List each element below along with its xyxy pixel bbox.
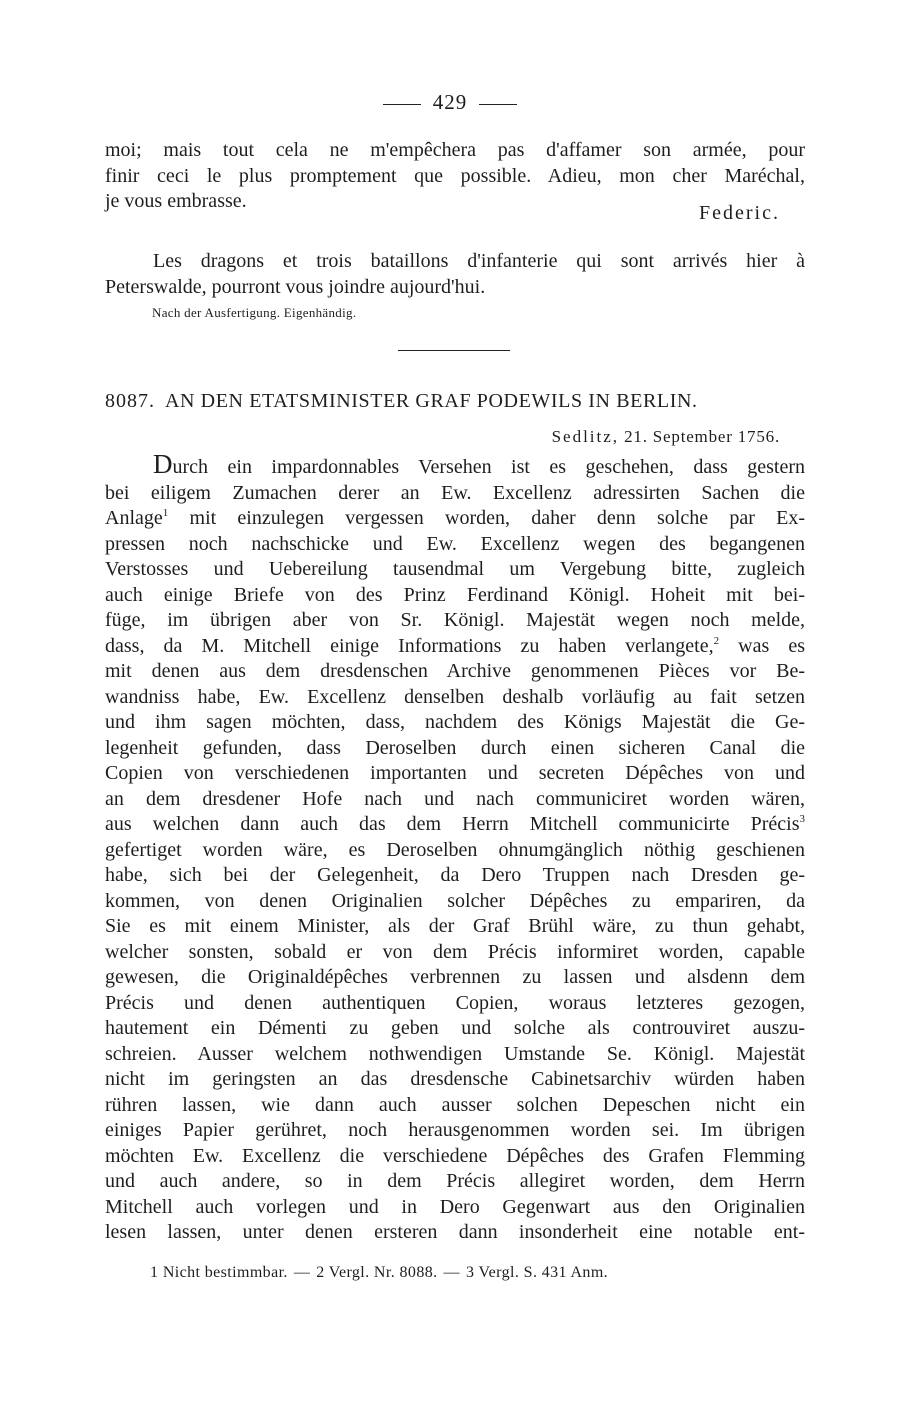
- body-line: und ihm sagen möchten, dass, nachdem des Königs Majestät die Ge-: [105, 711, 805, 733]
- footnote-text: Nicht bestimmbar.: [162, 1264, 288, 1281]
- body-line: aus welchen dann auch das dem Herrn Mitchell communicirte Précis$^3$: [105, 813, 805, 835]
- body-line: füge, im übrigen aber von Sr. Königl. Majestät wegen noch melde,: [105, 609, 805, 631]
- body-line: Durch ein impardonnables Versehen ist es geschehen, dass gestern: [153, 449, 805, 479]
- document-body: [105, 449, 805, 1246]
- body-line: wandniss habe, Ew. Excellenz denselben deshalb vorläufig au fait setzen: [105, 685, 805, 708]
- body-line: rühren lassen, wie dann auch ausser solchen Depeschen nicht ein: [105, 1093, 805, 1116]
- body-line: mit denen aus dem dresdenschen Archive genommenen Pièces vor Be-: [105, 660, 805, 682]
- dateline-date: 21. September 1756.: [624, 427, 780, 446]
- body-line: welcher sonsten, sobald er von dem Précis informiret worden, capable: [105, 940, 805, 963]
- section-separator: [398, 350, 510, 351]
- letter-line: finir ceci le plus promptement que possible. Adieu, mon cher Maréchal,: [105, 164, 805, 187]
- body-line: möchten Ew. Excellenz die verschiedene Dépêches des Grafen Flemming: [105, 1144, 805, 1167]
- document-heading: [105, 390, 805, 413]
- letter-line: moi; mais tout cela ne m'empêchera pas d'affamer son armée, pour: [105, 139, 805, 161]
- dateline-place: Sedlitz,: [551, 427, 620, 446]
- body-line: dass, da M. Mitchell einige Informations zu haben verlangete,$^2$ was es: [105, 634, 805, 657]
- dateline: [552, 427, 780, 447]
- footnote-text: Vergl. Nr. 8088.: [328, 1264, 438, 1281]
- source-note: Nach der Ausfertigung. Eigenhändig.: [152, 305, 357, 320]
- footnote-marker: 1: [162, 507, 169, 519]
- letter-line: je vous embrasse.: [105, 190, 247, 212]
- footnote-marker: 3: [799, 813, 805, 825]
- body-line: Verstosses und Uebereilung tausendmal um Vergebung bitte, zugleich: [105, 558, 805, 580]
- footnote: [466, 1264, 608, 1281]
- body-line: pressen noch nachschicke und Ew. Excellenz wegen des begangenen: [105, 532, 805, 555]
- footnote-separator: —: [443, 1264, 460, 1281]
- body-line: bei eiligem Zumachen derer an Ew. Excellenz adressirten Sachen die: [105, 481, 805, 504]
- footnote-mark: 2: [316, 1264, 325, 1281]
- body-line: gewesen, die Originaldépêches verbrennen zu lassen und alsdenn dem: [105, 966, 805, 988]
- body-line: Précis und denen authentiquen Copien, woraus letzteres gezogen,: [105, 991, 805, 1014]
- dropcap: D: [153, 449, 173, 479]
- body-line: einiges Papier gerühret, noch herausgenommen worden sei. Im übrigen: [105, 1119, 805, 1141]
- footnote: [150, 1264, 288, 1281]
- postscript-paragraph: [105, 249, 805, 300]
- document-number: 8087.: [105, 390, 155, 412]
- body-line: Anlage$^1$ mit einzulegen vergessen worden, daher denn solche par Ex-: [105, 507, 805, 529]
- footnote: [316, 1264, 437, 1281]
- body-line: gefertiget worden wäre, es Deroselben ohnumgänglich nöthig geschienen: [105, 838, 805, 861]
- body-line: habe, sich bei der Gelegenheit, da Dero Truppen nach Dresden ge-: [105, 864, 805, 886]
- document-title: AN DEN ETATSMINISTER GRAF PODEWILS IN BERLIN.: [165, 390, 698, 412]
- page-number: [0, 90, 900, 115]
- body-line: kommen, von denen Originalien solcher Dépêches zu empariren, da: [105, 889, 805, 912]
- body-line: Mitchell auch vorlegen und in Dero Gegenwart aus den Originalien: [105, 1195, 805, 1218]
- body-line: schreien. Ausser welchem nothwendigen Umstande Se. Königl. Majestät: [105, 1042, 805, 1065]
- body-line: und auch andere, so in dem Précis allegiret worden, dem Herrn: [105, 1170, 805, 1192]
- page-number-dash-right: [479, 104, 517, 105]
- page-number-text: 429: [432, 90, 468, 114]
- footnote-separator: —: [293, 1264, 311, 1281]
- footnote-mark: 1: [150, 1264, 159, 1281]
- body-line: legenheit gefunden, dass Deroselben durch einen sicheren Canal die: [105, 736, 805, 759]
- footnote-marker: 2: [713, 634, 720, 647]
- body-line: nicht im geringsten an das dresdensche Cabinetsarchiv würden haben: [105, 1068, 805, 1090]
- page-number-dash-left: [383, 104, 421, 105]
- body-line: hautement ein Démenti zu geben und solche als controuviret auszu-: [105, 1017, 805, 1039]
- signature: Federic.: [699, 202, 780, 224]
- postscript-line: Les dragons et trois bataillons d'infanterie qui sont arrivés hier à: [153, 250, 805, 272]
- body-line: auch einige Briefe von des Prinz Ferdinand Königl. Hoheit mit bei-: [105, 583, 805, 606]
- footnote-mark: 3: [465, 1264, 475, 1281]
- footnote-text: Vergl. S. 431 Anm.: [478, 1264, 609, 1281]
- body-line: Copien von verschiedenen importanten und secreten Dépêches von und: [105, 762, 805, 784]
- footnotes: [150, 1264, 608, 1282]
- body-line: lesen lassen, unter denen ersteren dann insonderheit eine notable ent-: [105, 1221, 805, 1243]
- body-line: Sie es mit einem Minister, als der Graf Brühl wäre, zu thun gehabt,: [105, 915, 805, 937]
- body-line: an dem dresdener Hofe nach und nach communiciret worden wären,: [105, 787, 805, 810]
- postscript-line: Peterswalde, pourront vous joindre aujourd'hui.: [105, 275, 486, 298]
